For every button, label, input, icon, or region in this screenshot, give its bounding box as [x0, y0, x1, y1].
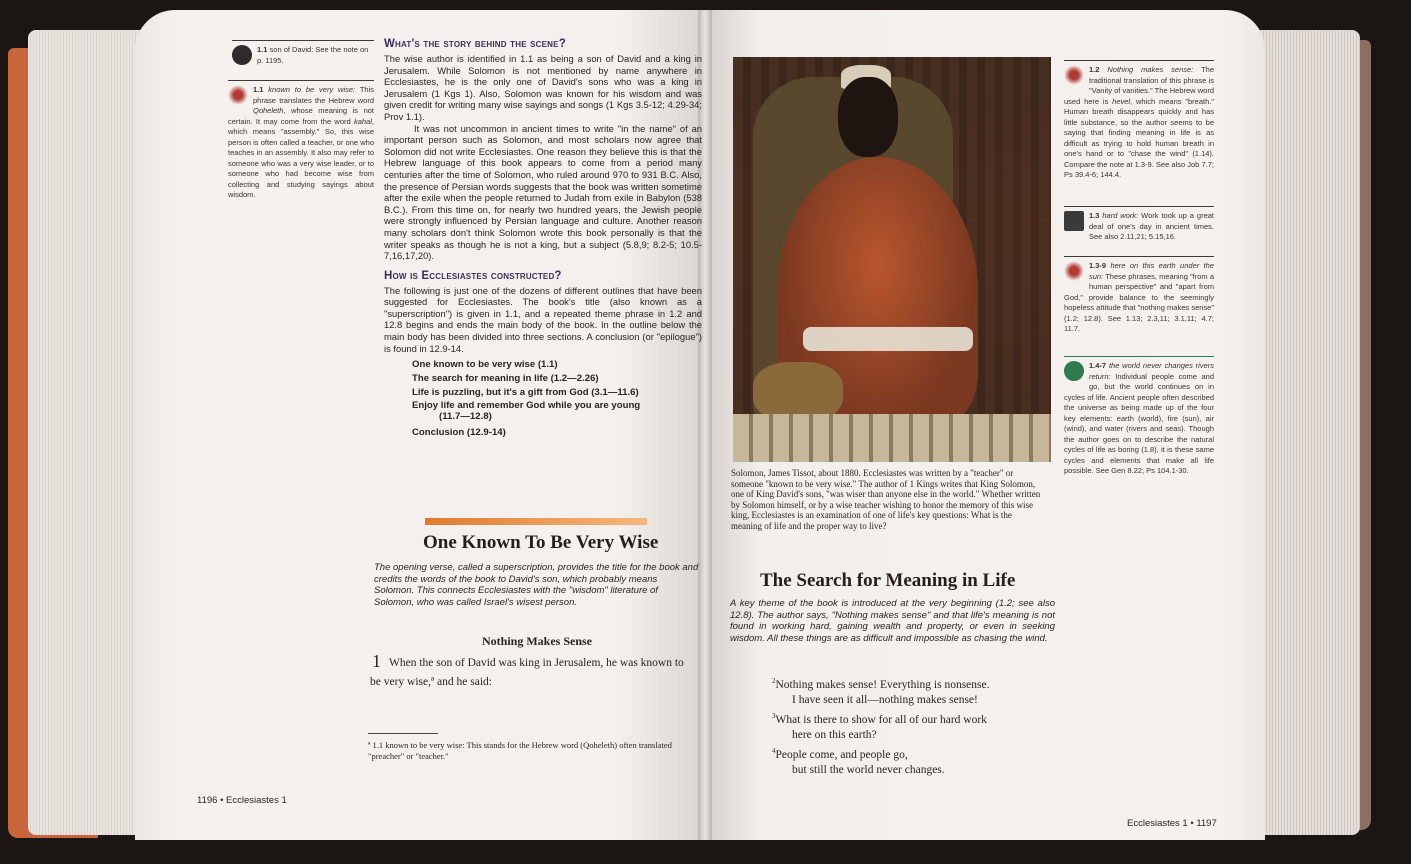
left-main-column [384, 38, 702, 440]
right-margin-note-3 [1064, 256, 1214, 335]
right-section-title: The Search for Meaning in Life [760, 570, 1016, 591]
section-heading-constructed: How is Ecclesiastes constructed? [384, 269, 562, 282]
outline-item: (11.7—12.8) [439, 411, 492, 423]
margin-note-text: 1.4-7 the world never changes rivers return: Individual people come and go, but the world continues on in cycles of life. Ancient people often described the universe as being made up of the four key elements: earth (world), fire (sun), air (wind), and water (rivers and seas). Though the author goes on to describe the natural cycles of life as boring (1.8), it is these same cycles and elements that make all life possible. See Gen 8.22; Ps 104.1-30. [1064, 361, 1214, 475]
star-of-david-icon [1064, 261, 1084, 281]
margin-note-text: 1.3 hard work: Work took up a great deal of one's day in ancient times. See also 2.11,21; 5.15,16. [1089, 211, 1214, 241]
right-page-folio: Ecclesiastes 1 • 1197 [1127, 818, 1217, 829]
subheading-nothing-makes-sense: Nothing Makes Sense [482, 634, 593, 648]
right-section-intro: A key theme of the book is introduced at the very beginning (1.2; see also 12.8). The author says, "Nothing makes sense" and that life's meaning is not found in working hard, gaining wealth and property, or even in seeking wisdom. All these things are as difficult and impossible as chasing the wind. [730, 598, 1055, 644]
lamp-icon [232, 45, 252, 65]
section-divider-bar [425, 518, 647, 525]
right-margin-note-2 [1064, 206, 1214, 243]
margin-note-text: 1.1 son of David: See the note on p. 1195. [257, 45, 369, 65]
globe-icon [1064, 361, 1084, 381]
star-of-david-icon [228, 85, 248, 105]
left-margin-note-1 [232, 40, 374, 67]
page-stack-left [28, 30, 148, 835]
margin-note-text: 1.3-9 here on this earth under the sun: These phrases, meaning "from a human perspective" and "apart from God," provide balance to the seemingly hopeless attitude that "nothing makes sense" (1.2; 12.8). See 1.13; 2.3,11; 3.1,11; 4.7; 11.7. [1064, 261, 1214, 333]
left-section-title: One Known To Be Very Wise [423, 532, 659, 553]
left-section-intro: The opening verse, called a superscription, provides the title for the book and credits the words of the book to David's son, which probably means Solomon. This connects Ecclesiastes with the "wisdom" literature of Solomon, who was called Israel's wisest person. [374, 562, 699, 608]
verse-line: here on this earth? [792, 729, 877, 742]
verse-line: I have seen it all—nothing makes sense! [792, 694, 978, 707]
margin-note-text: 1.2 Nothing makes sense: The traditional translation of this phrase is "Vanity of vanities." The Hebrew word used here is hevel, which means "breath." Human breath disappears quickly and has little substance, so the author seems to be saying that finding meaning in life is as difficult as trying to hold human breath in one's hand or to "chase the wind" (1.14). Compare the note at 1.3-9. See also Job 7.7; Ps 39.4-6; 144.4. [1064, 65, 1214, 179]
page-stack-right [1258, 30, 1360, 835]
right-margin-note-1 [1064, 60, 1214, 181]
outline-item: Life is puzzling, but it's a gift from God (3.1—11.6) [412, 387, 639, 399]
verse-block-2 [772, 674, 1062, 778]
star-of-david-icon [1064, 65, 1084, 85]
verse-block-1 [370, 653, 690, 690]
verse-line: $^4$People come, and people go, [772, 746, 908, 761]
left-page-folio: 1196 • Ecclesiastes 1 [197, 795, 287, 806]
temple-icon [1064, 211, 1084, 231]
section-heading-story: What's the story behind the scene? [384, 38, 566, 50]
painting-caption: Solomon, James Tissot, about 1880. Ecclesiastes was written by a "teacher" or someone "known to be very wise." The author of 1 Kings writes that King Solomon, one of King David's sons, "was wiser than anyone else in the world." Whether written by Solomon himself, or by a wise teacher wishing to honor the memory of this wise king, Ecclesiastes is an examination of one of life's key questions: What is the meaning of life and the proper way to live? [731, 468, 1041, 531]
story-paragraph-2: It was not uncommon in ancient times to write "in the name" of an important person such as Solomon, and most scholars now agree that Solomon did not write Ecclesiastes. One reason they believe this is that the Hebrew language of this book appears to come from a period many centuries after the time of Solomon, who ruled around 970 to 931 B.C. Also, the presence of Persian words suggests that the book was written sometime after the exile when the people returned to Judah from exile in Babylon (538 B.C.). From this time on, for nearly two hundred years, the Jewish people were strongly influenced by Persian language and culture. Another reason many scholars don't think Solomon wrote this book personally is that the writer speaks as though he is not a king, but a subject (5.8,9; 8.2-5; 10.5-7,16,17,20). [384, 122, 702, 262]
story-paragraph-1: The wise author is identified in 1.1 as being a son of David and a king in Jerusalem. While Solomon is not mentioned by name anywhere in Ecclesiastes, he is the only one of David's sons who was a king in Jerusalem (1 Kgs 1). Also, Solomon was known for his wisdom and was given credit for writing many wise sayings and songs (1 Kgs 3.5-12; 4.29-34; Prov 1.1). [384, 53, 702, 122]
verse-line: but still the world never changes. [792, 763, 945, 776]
solomon-painting [733, 57, 1051, 462]
verse-line: $^3$What is there to show for all of our hard work [772, 711, 987, 726]
outline-item: Conclusion (12.9-14) [412, 427, 506, 439]
verse-line: $^2$Nothing makes sense! Everything is nonsense. [772, 677, 990, 691]
outline-item: The search for meaning in life (1.2—2.26) [412, 373, 599, 385]
book-outline [384, 358, 702, 440]
outline-item: One known to be very wise (1.1) [412, 359, 558, 371]
footnote: ª 1.1 known to be very wise: This stands for the Hebrew word (Qoheleth) often translated "preacher" or "teacher." [368, 740, 672, 761]
constructed-paragraph: The following is just one of the dozens of different outlines that have been suggested for Ecclesiastes. The book's title (also known as a "superscription") is given in 1.1, and a repeated theme phrase in 1.2 and 12.8 begins and ends the main body of the book. In the outline below the main body has been divided into three sections. A conclusion (or "epilogue") is found in 12.9-14. [384, 284, 702, 354]
right-margin-note-4 [1064, 356, 1214, 477]
chapter-number: 1 [372, 651, 381, 671]
outline-item: Enjoy life and remember God while you are young [412, 400, 641, 412]
verse-1: When the son of David was king in Jerusalem, he was known to be very wise,ª and he said: [370, 657, 684, 688]
footnote-rule [368, 733, 438, 734]
margin-note-text: 1.1 known to be very wise: This phrase translates the Hebrew word Qoheleth, whose meaning is not certain. It may come from the word kahal, which means "assembly." So, this wise person is often called a teacher, or one who teaches in an assembly. It also may refer to someone who was a very wise leader, or to someone who had become wise from collecting and studying sayings about wisdom. [228, 85, 375, 199]
left-margin-note-2 [228, 80, 374, 201]
